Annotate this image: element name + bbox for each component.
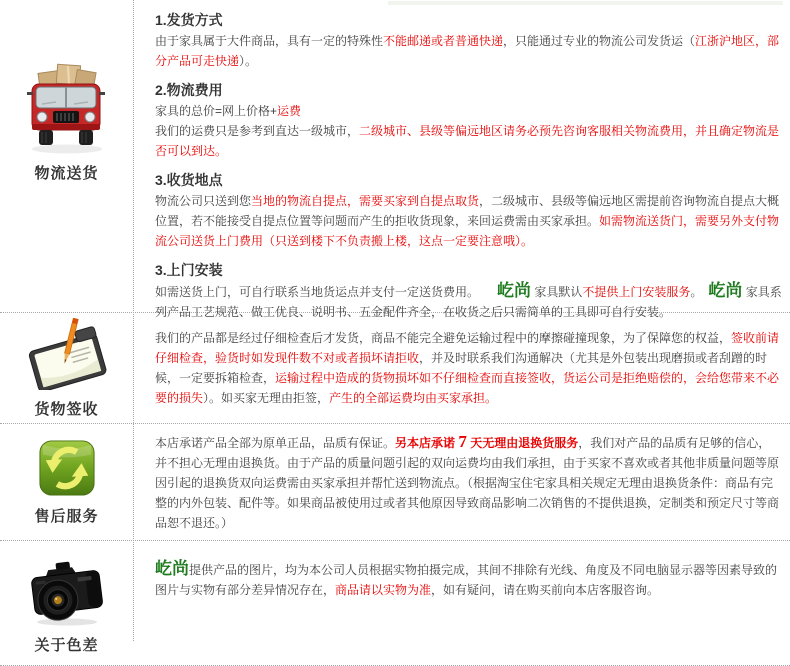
section-paragraph [155,432,782,533]
text-run: 家具系列产品工艺规范、做工优良、说明书、五金配件齐全，在收货之后只需简单的工具即可自行安装。 [155,285,782,319]
text-run: 我们的产品都是经过仔细检查后才发货，商品不能完全避免运输过程中的摩擦碰撞现象，为了保障您的权益， [155,331,732,345]
text-run: 屹尚 [155,559,189,578]
section-paragraph [155,121,782,161]
text-run: 3.上门安装 [155,262,223,278]
section-content-sign [133,313,790,423]
text-run: 产生的全部运费均由买家承担。 [329,391,498,405]
section-row-aftersale [0,424,790,541]
text-run: 本店承诺产品全部为原单正品，品质有保证。 [155,436,396,450]
text-run: 由于家具属于大件商品，具有一定的特殊性 [155,34,384,48]
vertical-dotted-divider [133,0,134,641]
text-run: ，我们对产品的品质有足够的信心，并不担心无理由退换货。由于产品的质量问题引起的双向运费均由我们承担，由于买家不喜欢或者其他非质量问题等原因引起的退换货双向运费需由买家承担并帮忙送到物流点。（根据淘宝住宅家具相关规定无理由退换货条件：商品有完整的内外包装、配件等。如果商品被使用过或者其他原因导致商品影响二次销售的不提供退换，定制类和预定尺寸等商品恕不退还。） [155,436,780,530]
text-run: 1.发货方式 [155,12,223,28]
section-row-sign [0,313,790,424]
section-content-color [133,541,790,665]
text-run: 另本店承诺 [395,436,459,450]
text-run: 运输过程中造成的货物损坏如不仔细检查而直接签收，货运公司是拒绝赔偿的，会给您带来不必要的损失 [155,371,780,405]
section-label-color: 关于色差 [34,636,99,654]
section-heading [155,10,782,30]
top-edge-artifact [388,1,783,5]
text-run: 提供产品的图片，均为本公司人员根据实物拍摄完成，其间不排除有光线、角度及不同电脑显示器等因素导致的图片与实物有部分差异情况存在， [155,563,778,597]
text-run: 不提供上门安装服务 [582,285,691,299]
text-run: ，并及时联系我们沟通解决（尤其是外包装出现磨损或者刮蹭的时候，一定要拆箱检查， [155,351,768,385]
text-run: 商品请以实物为准 [335,583,432,597]
text-run: 2.物流费用 [155,82,223,98]
clipboard-pen-icon [19,318,115,390]
camera-icon [21,552,113,626]
recycle-arrows-icon [38,439,96,497]
text-run: ，如有疑问，请在购买前向本店客服咨询。 [431,583,660,597]
text-run: 屹尚 [497,281,532,300]
truck-icon [22,62,112,154]
section-heading [155,170,782,190]
section-paragraph [155,31,782,71]
text-run: 屹尚 [708,281,743,300]
section-paragraph [155,101,782,121]
section-label-aftersale: 售后服务 [34,507,99,525]
text-run: 如需物流送货门，需要另外支付物流公司送货上门费用（只送到楼下不负责搬上楼，这点一定要注意哦）。 [155,214,780,248]
section-paragraph [155,191,782,251]
text-run: 。 [690,285,709,299]
section-content-delivery [133,0,790,319]
text-run: 7 [458,432,467,451]
text-run: ）。 [239,54,258,68]
text-run: 江浙沪地区，部分产品可走快递 [155,34,780,68]
section-row-color [0,541,790,666]
section-paragraph [155,328,782,408]
text-run: ，只能通过专业的物流公司发货运（ [503,34,696,48]
section-content-aftersale [133,424,790,540]
text-run: 不能邮递或者普通快递 [383,34,504,48]
text-run: 如需送货上门，可自行联系当地货运点并支付一定送货费用。 [155,285,498,299]
text-run: ，二级城市、县级等偏远地区需提前咨询物流自提点大概位置，若不能接受自提点位置等问题而产生的拒收货现象，来回运费需由买家承担。 [155,194,780,228]
section-label-delivery: 物流送货 [34,165,99,182]
icon-column [0,541,133,665]
section-label-sign: 货物签收 [34,400,99,418]
text-run: 运费 [277,104,302,118]
text-run: 家具的总价=网上价格+ [155,104,278,118]
section-heading [155,80,782,100]
text-run: 签收前请仔细检查，验货时如发现件数不对或者损坏请拒收 [155,331,780,365]
text-run: 我们的运费只是参考到直达一级城市， [155,124,360,138]
icon-column [0,424,133,540]
text-run: 天无理由退换货服务 [466,436,579,450]
text-run: 家具默认 [531,285,583,299]
section-heading [155,260,782,280]
text-run: 二级城市、县级等偏远地区请务必预先咨询客服相关物流费用，并且确定物流是否可以到达。 [155,124,780,158]
section-row-delivery [0,0,790,319]
text-run: ）。如买家无理由拒签， [203,391,330,405]
icon-column [0,0,133,312]
text-run: 当地的物流自提点，需要买家到自提点取货 [251,194,480,208]
text-run: 3.收货地点 [155,172,223,188]
section-paragraph [155,559,782,600]
text-run: 物流公司只送到您 [155,194,252,208]
icon-column [0,313,133,423]
